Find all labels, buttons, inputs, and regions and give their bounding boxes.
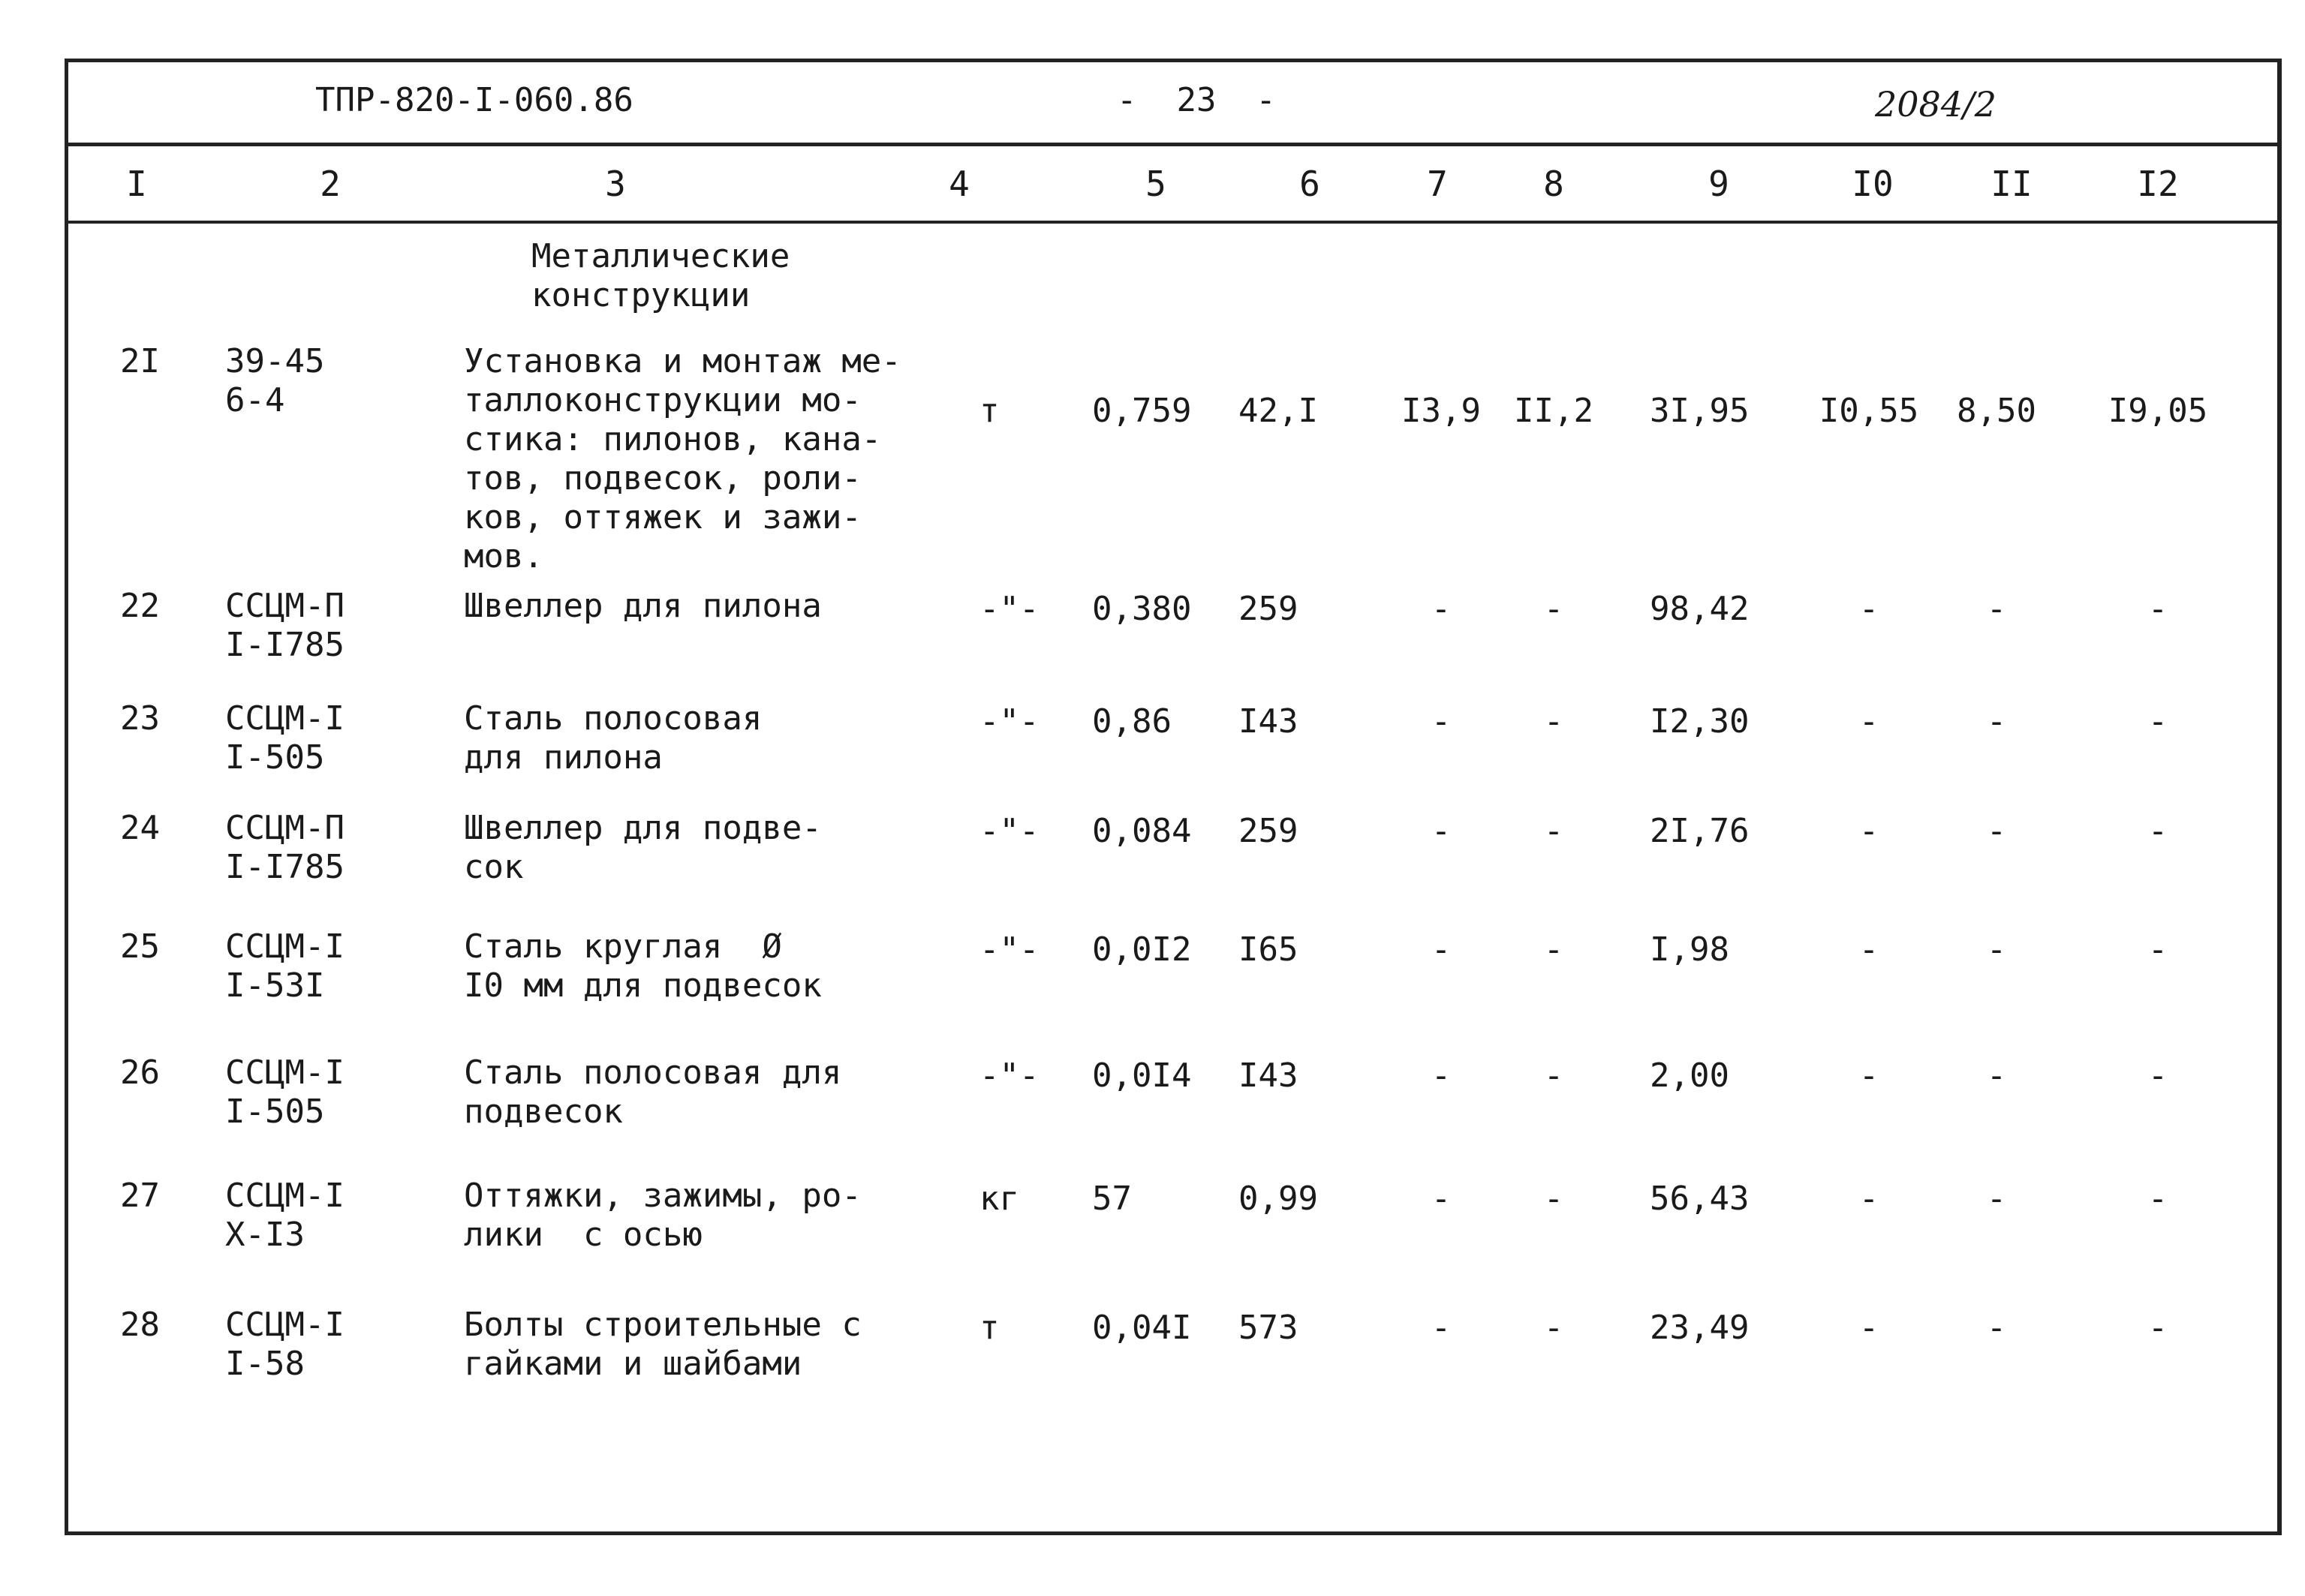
quantity: 0,04I — [1092, 1309, 1192, 1347]
unit-price: I65 — [1238, 930, 1298, 969]
col-7-value: - — [1431, 1056, 1452, 1095]
col-8-value: - — [1543, 702, 1564, 741]
page-number: - 23 - — [1117, 81, 1276, 119]
row-number: 24 — [120, 809, 160, 847]
quantity: 57 — [1092, 1180, 1132, 1218]
quantity: 0,0I4 — [1092, 1056, 1192, 1095]
column-number-12: I2 — [2137, 164, 2179, 204]
unit: т — [979, 392, 1000, 430]
column-number-6: 6 — [1299, 164, 1320, 204]
col-10-value: - — [1858, 1309, 1879, 1347]
column-number-1: I — [126, 164, 147, 204]
document-code: ТПР-820-I-060.86 — [315, 81, 633, 119]
archive-number: 2084/2 — [1875, 84, 1997, 125]
col-12-value: - — [2147, 590, 2168, 628]
unit-price: I43 — [1238, 702, 1298, 741]
unit: -"- — [979, 1056, 1040, 1095]
row-number: 23 — [120, 699, 160, 738]
total-cost: 2,00 — [1650, 1056, 1729, 1095]
col-11-value: - — [1986, 1180, 2007, 1218]
total-cost: 2I,76 — [1650, 812, 1750, 850]
unit: кг — [979, 1180, 1019, 1218]
work-name: Оттяжки, зажимы, ро- лики с осью — [464, 1177, 862, 1254]
col-12-value: - — [2147, 702, 2168, 741]
column-number-8: 8 — [1543, 164, 1564, 204]
norm-code: ССЦМ-I I-58 — [225, 1306, 345, 1383]
col-10-value: - — [1858, 930, 1879, 969]
column-number-10: I0 — [1852, 164, 1894, 204]
col-7-value: - — [1431, 702, 1452, 741]
unit-price: 259 — [1238, 590, 1298, 628]
row-number: 2I — [120, 342, 160, 380]
quantity: 0,084 — [1092, 812, 1192, 850]
col-11-value: - — [1986, 812, 2007, 850]
work-name: Швеллер для подве- сок — [464, 809, 822, 886]
col-7-value: - — [1431, 590, 1452, 628]
norm-code: ССЦМ-П I-I785 — [225, 809, 345, 886]
total-cost: I2,30 — [1650, 702, 1750, 741]
norm-code: ССЦМ-I I-505 — [225, 1053, 345, 1131]
unit: -"- — [979, 590, 1040, 628]
work-name: Швеллер для пилона — [464, 587, 822, 625]
total-cost: 98,42 — [1650, 590, 1750, 628]
col-12-value: - — [2147, 1309, 2168, 1347]
col-10-value: - — [1858, 1180, 1879, 1218]
col-11-value: - — [1986, 590, 2007, 628]
col-8-value: - — [1543, 590, 1564, 628]
unit: -"- — [979, 930, 1040, 969]
column-number-4: 4 — [949, 164, 970, 204]
col-8-value: - — [1543, 1056, 1564, 1095]
work-name: Сталь полосовая для пилона — [464, 699, 763, 777]
col-8-value: II,2 — [1514, 392, 1593, 430]
row-number: 25 — [120, 927, 160, 966]
unit-price: 0,99 — [1238, 1180, 1318, 1218]
norm-code: ССЦМ-I Х-I3 — [225, 1177, 345, 1254]
col-10-value: - — [1858, 1056, 1879, 1095]
work-name: Сталь полосовая для подвесок — [464, 1053, 842, 1131]
work-name: Болты строительные с гайками и шайбами — [464, 1306, 862, 1383]
work-name: Сталь круглая Ø I0 мм для подвесок — [464, 927, 822, 1005]
col-11-value: 8,50 — [1957, 392, 2036, 430]
col-10-value: - — [1858, 812, 1879, 850]
norm-code: 39-45 6-4 — [225, 342, 325, 419]
col-12-value: - — [2147, 812, 2168, 850]
col-7-value: - — [1431, 1309, 1452, 1347]
row-number: 27 — [120, 1177, 160, 1215]
norm-code: ССЦМ-I I-53I — [225, 927, 345, 1005]
column-number-11: II — [1991, 164, 2033, 204]
total-cost: 56,43 — [1650, 1180, 1750, 1218]
col-7-value: - — [1431, 1180, 1452, 1218]
col-11-value: - — [1986, 702, 2007, 741]
header-divider — [65, 143, 2282, 146]
column-number-9: 9 — [1708, 164, 1729, 204]
quantity: 0,0I2 — [1092, 930, 1192, 969]
section-title: Металлические конструкции — [531, 237, 790, 314]
quantity: 0,86 — [1092, 702, 1172, 741]
unit-price: 259 — [1238, 812, 1298, 850]
unit-price: 573 — [1238, 1309, 1298, 1347]
col-7-value: I3,9 — [1401, 392, 1481, 430]
col-8-value: - — [1543, 1180, 1564, 1218]
unit: -"- — [979, 812, 1040, 850]
column-number-3: 3 — [605, 164, 626, 204]
unit-price: 42,I — [1238, 392, 1318, 430]
quantity: 0,380 — [1092, 590, 1192, 628]
col-12-value: - — [2147, 930, 2168, 969]
row-number: 26 — [120, 1053, 160, 1092]
col-10-value: - — [1858, 590, 1879, 628]
col-11-value: - — [1986, 1056, 2007, 1095]
col-12-value: I9,05 — [2108, 392, 2208, 430]
col-7-value: - — [1431, 930, 1452, 969]
unit: -"- — [979, 702, 1040, 741]
row-number: 28 — [120, 1306, 160, 1344]
total-cost: I,98 — [1650, 930, 1729, 969]
unit-price: I43 — [1238, 1056, 1298, 1095]
unit: т — [979, 1309, 1000, 1347]
column-numbers-divider — [65, 221, 2282, 224]
column-number-2: 2 — [320, 164, 341, 204]
column-number-7: 7 — [1427, 164, 1448, 204]
col-8-value: - — [1543, 930, 1564, 969]
col-11-value: - — [1986, 930, 2007, 969]
col-12-value: - — [2147, 1180, 2168, 1218]
col-8-value: - — [1543, 812, 1564, 850]
col-7-value: - — [1431, 812, 1452, 850]
col-10-value: I0,55 — [1819, 392, 1919, 430]
col-8-value: - — [1543, 1309, 1564, 1347]
col-12-value: - — [2147, 1056, 2168, 1095]
column-number-5: 5 — [1145, 164, 1166, 204]
total-cost: 3I,95 — [1650, 392, 1750, 430]
quantity: 0,759 — [1092, 392, 1192, 430]
row-number: 22 — [120, 587, 160, 625]
col-11-value: - — [1986, 1309, 2007, 1347]
col-10-value: - — [1858, 702, 1879, 741]
total-cost: 23,49 — [1650, 1309, 1750, 1347]
norm-code: ССЦМ-П I-I785 — [225, 587, 345, 664]
work-name: Установка и монтаж ме- таллоконструкции мо- стика: пилонов, кана- тов, подвесок, роли- ков, оттяжек и зажи- мов. — [464, 342, 901, 576]
norm-code: ССЦМ-I I-505 — [225, 699, 345, 777]
